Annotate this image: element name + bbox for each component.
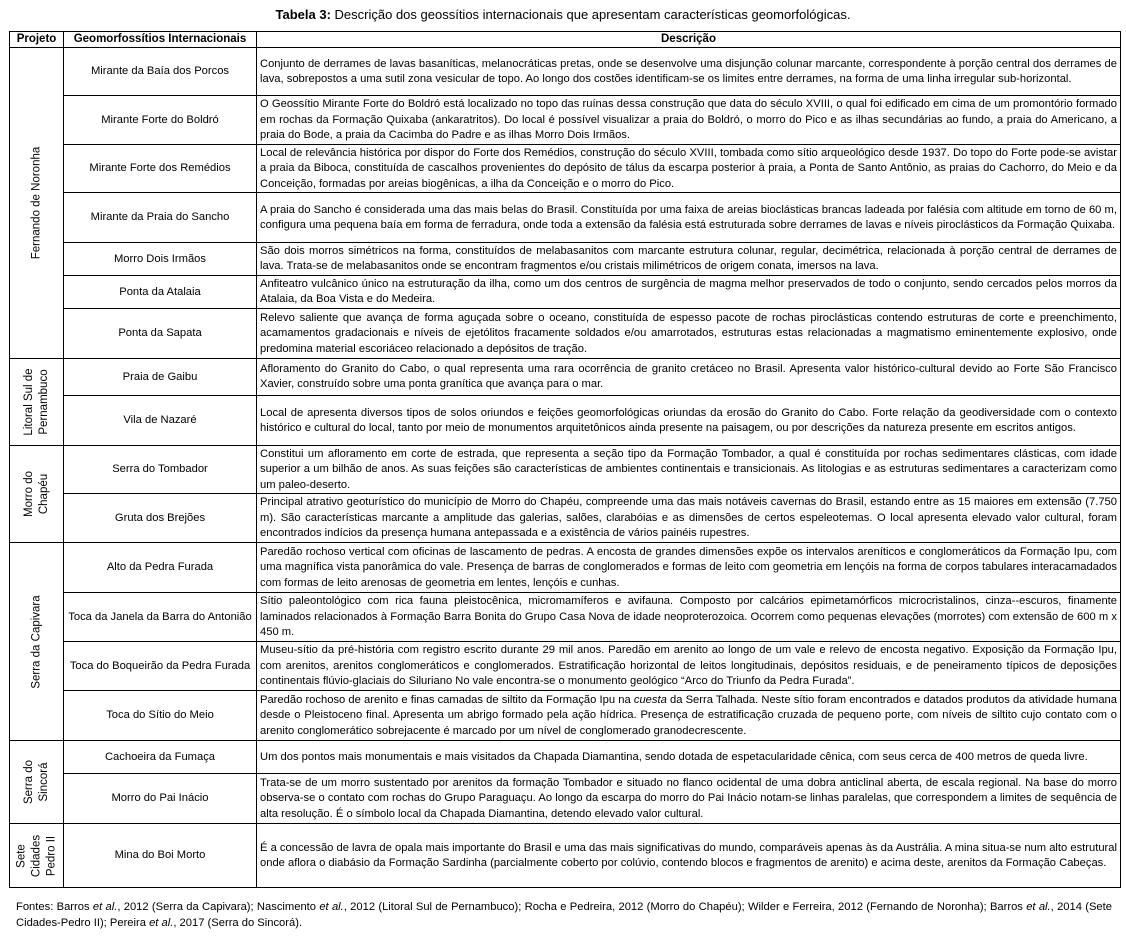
geomorfossitio-name: Praia de Gaibu <box>64 359 257 396</box>
table-row <box>10 446 1121 494</box>
geomorfossitio-name: Alto da Pedra Furada <box>64 543 257 593</box>
geomorfossitio-name: Toca do Boqueirão da Pedra Furada <box>64 642 257 691</box>
table-row <box>10 243 1121 276</box>
projeto-cell <box>10 824 64 888</box>
geomorfossitio-name: Mirante da Baía dos Porcos <box>64 48 257 96</box>
geomorfossitio-name: Gruta dos Brejões <box>64 494 257 543</box>
geomorfossitio-name: Ponta da Atalaia <box>64 276 257 309</box>
projeto-label: Sete Cidades Pedro II <box>15 834 57 878</box>
table-row <box>10 276 1121 309</box>
projeto-cell <box>10 741 64 824</box>
caption-text: Descrição dos geossítios internacionais que apresentam características geomorfológicas. <box>330 7 851 22</box>
cuesta-term: cuesta <box>633 693 667 706</box>
table-row <box>10 543 1121 593</box>
geomorfossitio-name: Toca da Janela da Barra do Antonião <box>64 593 257 642</box>
geomorfossitio-name: Morro Dois Irmãos <box>64 243 257 276</box>
geomorfossitios-table <box>9 31 1121 888</box>
table-row <box>10 741 1121 774</box>
table-caption <box>0 7 1126 23</box>
geomorfossitio-description: São dois morros simétricos na forma, constituídos de melabasanitos com marcante estrutura colunar, regular, decimétrica, relacionada à porção central de derrames de lava. Trata-se de melabasanitos onde se encontram fragmentos e/ou cristais milimétricos de origem conata, imersos na lava. <box>257 243 1121 276</box>
header-descricao: Descrição <box>257 32 1121 48</box>
table-row <box>10 309 1121 359</box>
geomorfossitio-description: Conjunto de derrames de lavas basaníticas, melanocráticas pretas, onde se desenvolve uma disjunção colunar marcante, correspondente à porção central dos derrames de lava, sobrepostos a uma sutil zona vesicular de topo. Ao longo dos costões identificam-se os limites entre derrames, na forma de uma linha irregular sub-horizontal. <box>257 48 1121 96</box>
geomorfossitio-name: Serra do Tombador <box>64 446 257 494</box>
geomorfossitio-description: Um dos pontos mais monumentais e mais visitados da Chapada Diamantina, sendo dotada de espetacularidade cênica, com seus cerca de 400 metros de queda livre. <box>257 741 1121 774</box>
geomorfossitio-description: Relevo saliente que avança de forma aguçada sobre o oceano, constituída de espesso pacote de rochas piroclásticas contendo estruturas de corte e preenchimento, acamamentos gradacionais e níveis de ejetólitos fracamente soldados e/ou amarrotados, estruturas estas relacionadas a magmatismo eminentemente explosivo, onde predomina material escoriáceo relacionado a depósitos de tração. <box>257 309 1121 359</box>
geomorfossitio-description: Trata-se de um morro sustentado por arenitos da formação Tombador e situado no flanco ocidental de uma dobra anticlinal aberta, de escala regional. Na base do morro observa-se o contato com rochas do Grupo Paraguaçu. Ao longo da escarpa do morro do Pai Inácio notam-se linhas paralelas, que correspondem a limites de sequência de alta resolução. É o símbolo local da Chapada Diamantina, detendo elevado valor cultural. <box>257 774 1121 824</box>
projeto-label: Serra do Sincorá <box>22 760 50 805</box>
table-row <box>10 494 1121 543</box>
projeto-cell <box>10 446 64 543</box>
table-row <box>10 96 1121 145</box>
projeto-label: Morro do Chapéu <box>22 471 50 518</box>
projeto-label: Litoral Sul de Pernambuco <box>22 368 50 436</box>
geomorfossitio-description: A praia do Sancho é considerada uma das mais belas do Brasil. Constituída por uma faixa de areias bioclásticas brancas ladeada por falésia com altitude em torno de 60 m, configura uma pequena baía em forma de ferradura, onde toda a extensão da falésia está estruturada sobre derrames de lavas e níveis piroclásticos da Formação Quixaba. <box>257 193 1121 243</box>
geomorfossitio-description: O Geossítio Mirante Forte do Boldró está localizado no topo das ruínas dessa construção que data do século XVIII, o qual foi edificado em cima de um promontório formado em rochas da Formação Quixaba (ankaratritos). Do local é possível visualizar a praia do Boldró, o morro do Pico e as ilhas secundárias ao fundo, a praia do Americano, a praia do Bode, a praia da Cacimba do Padre e as ilhas Morro Dois Irmãos. <box>257 96 1121 145</box>
geomorfossitio-description: É a concessão de lavra de opala mais importante do Brasil e uma das mais significativas do mundo, comparáveis apenas às da Austrália. A mina situa-se num alto estrutural onde aflora o diabásio da Formação Sardinha (parcialmente coberto por colúvio, contendo blocos e fragmentos de arenito) e acima deste, arenitos da Formação Cabeças. <box>257 824 1121 888</box>
geomorfossitio-description: Local de relevância histórica por dispor do Forte dos Remédios, construção do século XVIII, tombada como sítio arqueológico desde 1937. Do topo do Forte pode-se avistar a praia da Biboca, constituída de cascalhos provenientes do depósito de tálus da escarpa posterior à praia, a Ponta de Santo Antônio, as praias do Cachorro, do Meio e da Conceição, formadas por areias biogênicas, a ilha da Conceição e o morro do Pico. <box>257 145 1121 193</box>
projeto-cell <box>10 359 64 446</box>
geomorfossitio-name: Mirante Forte dos Remédios <box>64 145 257 193</box>
geomorfossitio-name: Vila de Nazaré <box>64 396 257 446</box>
geomorfossitio-name: Mirante Forte do Boldró <box>64 96 257 145</box>
geomorfossitio-name: Cachoeira da Fumaça <box>64 741 257 774</box>
table-row <box>10 691 1121 741</box>
geomorfossitio-description: Paredão rochoso de arenito e finas camadas de siltito da Formação Ipu na cuesta da Serra Talhada. Neste sítio foram encontrados e datados produtos da atividade humana desde o Pleistoceno final. Apresenta um abrigo formado pela ação hídrica. Presença de estratificação cruzada de pequeno porte, com níveis de siltito cujo contato com o arenito conglomerático sobrejacente é marcado por um nível de conglomerado granodecrescente. <box>257 691 1121 741</box>
header-projeto: Projeto <box>10 32 64 48</box>
geomorfossitio-description: Museu-sítio da pré-história com registro escrito durante 29 mil anos. Paredão em arenito ao longo de um vale e relevo de encosta negativo. Exposição da Formação Ipu, com arenitos, arenitos conglomeráticos e conglomerados. Estratificação horizontal de leitos longitudinais, depósitos residuais, e de peneiramento típicos de deposições continentais flúvio-glaciais do Siluriano No vale encontra-se o monumento geológico “Arco do Triunfo da Pedra Furada”. <box>257 642 1121 691</box>
table-row <box>10 193 1121 243</box>
table-header-row <box>10 32 1121 48</box>
caption-label: Tabela 3: <box>275 7 331 22</box>
projeto-cell <box>10 543 64 741</box>
geomorfossitio-name: Ponta da Sapata <box>64 309 257 359</box>
geomorfossitio-description: Afloramento do Granito do Cabo, o qual representa uma rara ocorrência de granito cretáceo no Brasil. Apresenta valor histórico-cultural devido ao Forte São Francisco Xavier, construído sobre uma ponta granítica que avança para o mar. <box>257 359 1121 396</box>
fontes-note: Fontes: Barros et al., 2012 (Serra da Capivara); Nascimento et al., 2012 (Litoral Sul de Pernambuco); Rocha e Pedreira, 2012 (Morro do Chapéu); Wilder e Ferreira, 2012 (Fernando de Noronha); Barros et al., 2014 (Sete Cidades-Pedro II); Pereira et al., 2017 (Serra do Sincorá). <box>16 901 1112 929</box>
table-row <box>10 48 1121 96</box>
geomorfossitio-description: Local de apresenta diversos tipos de solos oriundos e feições geomorfológicas oriundas da erosão do Granito do Cabo. Forte relação da geodiversidade com o contexto histórico e cultural do local, tanto por meio de monumentos arquitetônicos ainda presente na paisagem, ou por descrições da natureza presente em escritos antigos. <box>257 396 1121 446</box>
table-row <box>10 145 1121 193</box>
geomorfossitio-name: Mirante da Praia do Sancho <box>64 193 257 243</box>
geomorfossitio-name: Morro do Pai Inácio <box>64 774 257 824</box>
geomorfossitio-description: Paredão rochoso vertical com oficinas de lascamento de pedras. A encosta de grandes dimensões expõe os intervalos areníticos e conglomeráticos da Formação Ipu, com uma magnífica vista panorâmica do vale. Presença de barras de conglomerados e formas de leito com geometria em lençóis na forma de corpos tabulares interacamadados com formas de leito arenosas de geometria em lentes, lençóis e cunhas. <box>257 543 1121 593</box>
table-row <box>10 642 1121 691</box>
projeto-label: Serra da Capivara <box>30 595 42 689</box>
table-row <box>10 593 1121 642</box>
geomorfossitio-name: Toca do Sítio do Meio <box>64 691 257 741</box>
projeto-label: Fernando de Noronha <box>30 147 42 260</box>
table-row <box>10 824 1121 888</box>
table-row <box>10 774 1121 824</box>
table-row <box>10 359 1121 396</box>
geomorfossitio-description: Anfiteatro vulcânico único na estruturação da ilha, como um dos centros de surgência de magma melhor preservados de todo o conjunto, sendo cercados pelos morros da Atalaia, da Boa Vista e do Medeira. <box>257 276 1121 309</box>
table-row <box>10 396 1121 446</box>
header-geomorfossitios: Geomorfossítios Internacionais <box>64 32 257 48</box>
geomorfossitio-description: Principal atrativo geoturístico do município de Morro do Chapéu, compreende uma das mais notáveis cavernas do Brasil, estando entre as 15 maiores em extensão (7.750 m). São características marcante a amplitude das galerias, salões, clarabóias e as dimensões de certos espeleotemas. O local apresenta elevado valor cultural, foram encontrados indícios da presença humana antepassada e a existência de vários painéis rupestres. <box>257 494 1121 543</box>
geomorfossitio-name: Mina do Boi Morto <box>64 824 257 888</box>
projeto-cell <box>10 48 64 359</box>
geomorfossitio-description: Constitui um afloramento em corte de estrada, que representa a seção tipo da Formação Tombador, a qual é constituída por rochas sedimentares clásticas, com idade superior a um bilhão de anos. As suas feições são características de ambientes continentais e transicionais. As litologias e as estruturas sedimentares a caracterizam como um paleo-deserto. <box>257 446 1121 494</box>
geomorfossitio-description: Sítio paleontológico com rica fauna pleistocênica, micromamíferos e avifauna. Composto por calcários epimetamórficos microcristalinos, cinza--escuros, finamente laminados relacionados à Formação Barra Bonita do Grupo Casa Nova de idade neoproterozoica. Ocorrem como pequenas elevações (morrotes) com extensão de 600 m x 450 m. <box>257 593 1121 642</box>
